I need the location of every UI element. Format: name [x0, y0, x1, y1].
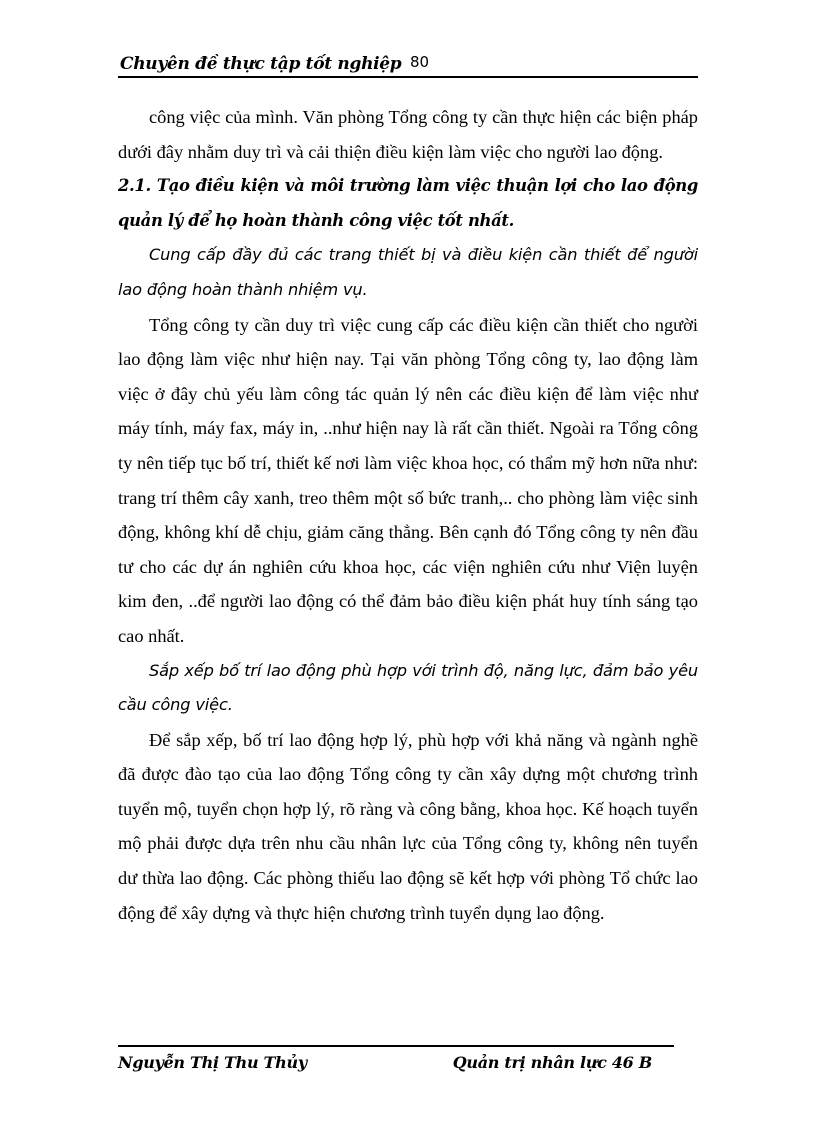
paragraph-recruitment: Để sắp xếp, bố trí lao động hợp lý, phù hợp với khả năng và ngành nghề đã được đào tạo của lao động Tổng công ty cần xây dựng một chương trình tuyển mộ, tuyển chọn hợp lý, rõ ràng và công bằng, khoa học. Kế hoạch tuyển mộ phải được dựa trên nhu cầu nhân lực của Tổng công ty, không nên tuyển dư thừa lao động. Các phòng thiếu lao động sẽ kết hợp với phòng Tổ chức lao động để xây dựng và thực hiện chương trình tuyển dụng lao động.: [118, 729, 698, 923]
footer-author: Nguyễn Thị Thu Thủy: [118, 1053, 307, 1072]
subheading-staffing: Sắp xếp bố trí lao động phù hợp với trình độ, năng lực, đảm bảo yêu cầu công việc.: [118, 660, 698, 715]
page-footer: [118, 1045, 674, 1077]
paragraph-working-conditions: Tổng công ty cần duy trì việc cung cấp các điều kiện cần thiết cho người lao động làm việc như hiện nay. Tại văn phòng Tổng công ty, lao động làm việc ở đây chủ yếu làm công tác quản lý nên các điều kiện để làm việc như máy tính, máy fax, máy in, ..như hiện nay là rất cần thiết. Ngoài ra Tổng công ty nên tiếp tục bố trí, thiết kế nơi làm việc khoa học, có thẩm mỹ hơn nữa như: trang trí thêm cây xanh, treo thêm một số bức tranh,.. cho phòng làm việc sinh động, không khí dễ chịu, giảm căng thẳng. Bên cạnh đó Tổng công ty nên đầu tư cho các dự án nghiên cứu khoa học, các viện nghiên cứu như Viện luyện kim đen, ..để người lao động có thể đảm bảo điều kiện phát huy tính sáng tạo cao nhất.: [118, 314, 698, 646]
page-header: [118, 52, 698, 78]
page-number: 80: [410, 53, 430, 71]
header-title: Chuyên đề thực tập tốt nghiệp: [120, 54, 402, 74]
section-heading: 2.1. Tạo điều kiện và môi trường làm việc thuận lợi cho lao động quản lý để họ hoàn thành công việc tốt nhất.: [118, 176, 698, 230]
subheading-equipment: Cung cấp đầy đủ các trang thiết bị và điều kiện cần thiết để người lao động hoàn thành nhiệm vụ.: [118, 245, 698, 299]
paragraph-intro: công việc của mình. Văn phòng Tổng công ty cần thực hiện các biện pháp dưới đây nhằm duy trì và cải thiện điều kiện làm việc cho người lao động.: [118, 107, 698, 162]
footer-department: Quản trị nhân lực 46 B: [452, 1053, 652, 1072]
page-body: [118, 100, 698, 930]
